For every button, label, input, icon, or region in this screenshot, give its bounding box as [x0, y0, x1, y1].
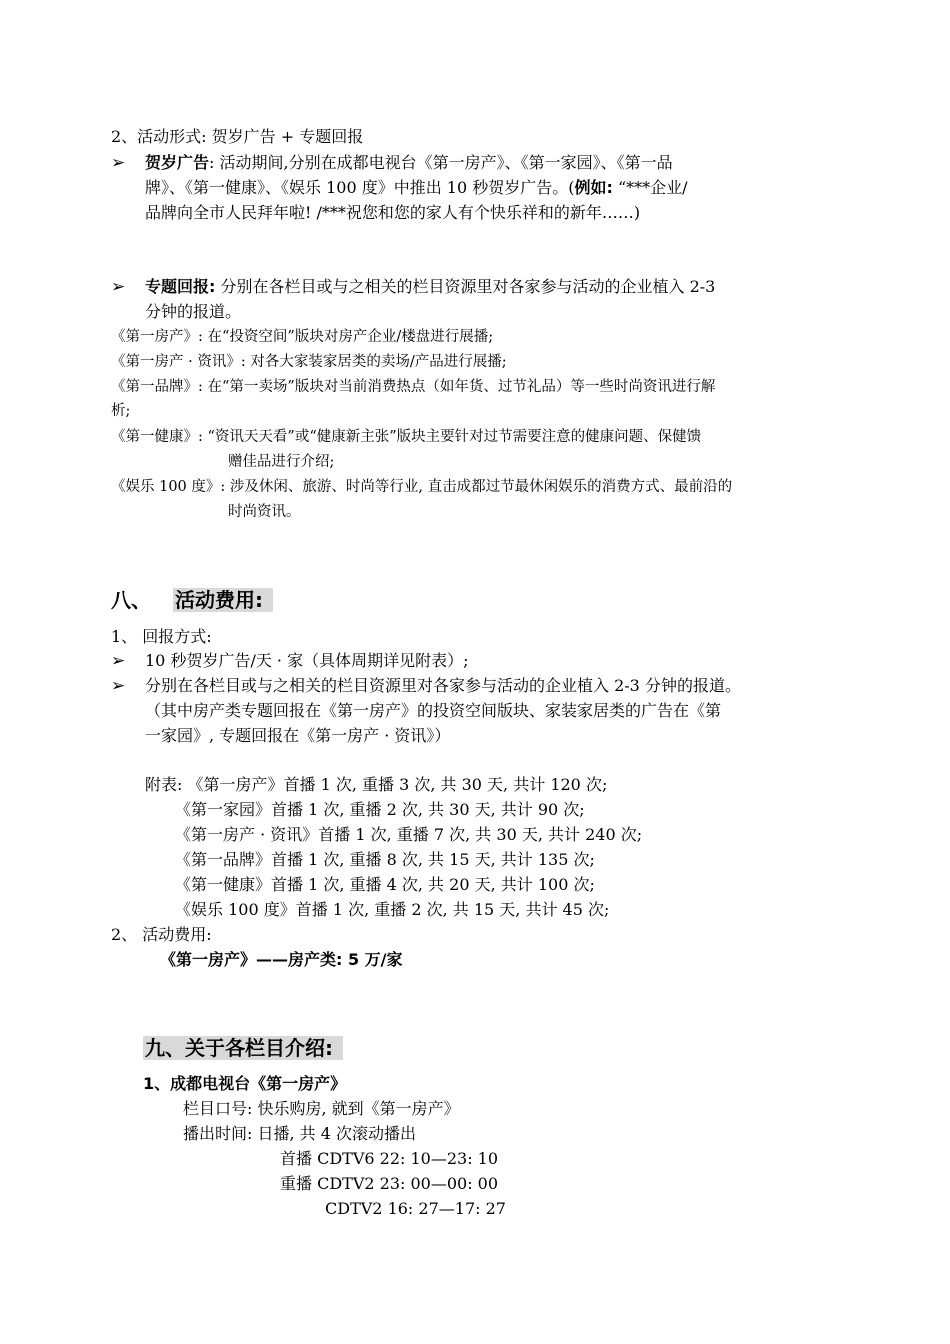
activity-fee-title: 2、 活动费用:	[111, 925, 212, 944]
return-item-2: 分别在各栏目或与之相关的栏目资源里对各家参与活动的企业植入 2-3 分钟的报道。	[145, 676, 741, 695]
special-report-text: 分别在各栏目或与之相关的栏目资源里对各家参与活动的企业植入 2-3	[215, 277, 716, 296]
arrow-bullet-icon: ➢	[111, 277, 126, 297]
section-eight-heading	[111, 586, 273, 614]
schedule-row: 附表: 《第一房产》首播 1 次, 重播 3 次, 共 30 天, 共计 120 次;	[145, 775, 608, 794]
rerun-broadcast: CDTV2 16: 27—17: 27	[325, 1199, 506, 1218]
list-item: 析;	[111, 403, 131, 419]
schedule-row: 《第一房产 · 资讯》首播 1 次, 重播 7 次, 共 30 天, 共计 240 次;	[175, 825, 643, 844]
greeting-ad-line3: 品牌向全市人民拜年啦! /***祝您和您的家人有个快乐祥和的新年……)	[145, 203, 641, 222]
activity-form-title: 2、活动形式: 贺岁广告 + 专题回报	[111, 127, 364, 146]
greeting-ad-label: 贺岁广告	[145, 153, 210, 172]
section-title: 九、关于各栏目介绍:	[143, 1036, 343, 1060]
list-item: 时尚资讯。	[228, 504, 301, 520]
list-item: 《第一房产 · 资讯》: 对各大家装家居类的卖场/产品进行展播;	[111, 354, 507, 370]
return-method-title: 1、 回报方式:	[111, 627, 212, 646]
list-item: 《娱乐 100 度》: 涉及休闲、旅游、时尚等行业, 直击成都过节最休闲娱乐的消费方式、最前沿的	[111, 479, 733, 495]
program-subtitle: 1、成都电视台《第一房产》	[143, 1074, 347, 1093]
section-title: 活动费用:	[173, 588, 273, 612]
return-item-2-line2: （其中房产类专题回报在《第一房产》的投资空间版块、家装家居类的广告在《第	[145, 701, 722, 720]
return-item-1: 10 秒贺岁广告/天 · 家（具体周期详见附表）;	[145, 651, 469, 670]
greeting-ad-line2	[145, 177, 688, 199]
program-airtime: 播出时间: 日播, 共 4 次滚动播出	[183, 1124, 417, 1143]
activity-fee-value: 《第一房产》——房产类: 5 万/家	[160, 950, 403, 969]
special-report-line1	[145, 276, 715, 298]
greeting-ad-line1	[145, 152, 673, 174]
section-nine-heading	[143, 1034, 343, 1062]
schedule-row: 《第一品牌》首播 1 次, 重播 8 次, 共 15 天, 共计 135 次;	[175, 850, 595, 869]
list-item: 《第一房产》: 在“投资空间”版块对房产企业/楼盘进行展播;	[111, 329, 494, 345]
arrow-outline-bullet-icon: ➢	[111, 651, 126, 671]
list-item: 赠佳品进行介绍;	[228, 454, 335, 470]
schedule-row: 《娱乐 100 度》首播 1 次, 重播 2 次, 共 15 天, 共计 45 次;	[175, 900, 610, 919]
arrow-outline-bullet-icon: ➢	[111, 676, 126, 696]
greeting-ad-text2: 牌》、《第一健康》、《娱乐 100 度》中推出 10 秒贺岁广告。(	[145, 178, 575, 197]
list-item: 《第一健康》: “资讯天天看”或“健康新主张”版块主要针对过节需要注意的健康问题、保健馈	[111, 429, 702, 445]
rerun-broadcast: 重播 CDTV2 23: 00—00: 00	[280, 1174, 499, 1193]
list-item: 《第一品牌》: 在“第一卖场”版块对当前消费热点（如年货、过节礼品）等一些时尚资讯进行解	[111, 379, 716, 395]
arrow-bullet-icon: ➢	[111, 153, 126, 173]
schedule-row: 《第一家园》首播 1 次, 重播 2 次, 共 30 天, 共计 90 次;	[175, 800, 585, 819]
first-broadcast: 首播 CDTV6 22: 10—23: 10	[280, 1149, 499, 1168]
greeting-ad-text2b: “***企业/	[612, 178, 688, 197]
greeting-ad-text: : 活动期间,分别在成都电视台《第一房产》、《第一家园》、《第一品	[209, 153, 673, 172]
program-slogan: 栏目口号: 快乐购房, 就到《第一房产》	[183, 1099, 460, 1118]
section-number: 八、	[111, 588, 151, 612]
return-item-2-line3: 一家园》, 专题回报在《第一房产 · 资讯》）	[145, 726, 451, 745]
example-label: 例如:	[574, 178, 613, 197]
special-report-line2: 分钟的报道。	[145, 302, 242, 321]
special-report-label: 专题回报:	[145, 277, 216, 296]
schedule-row: 《第一健康》首播 1 次, 重播 4 次, 共 20 天, 共计 100 次;	[175, 875, 595, 894]
